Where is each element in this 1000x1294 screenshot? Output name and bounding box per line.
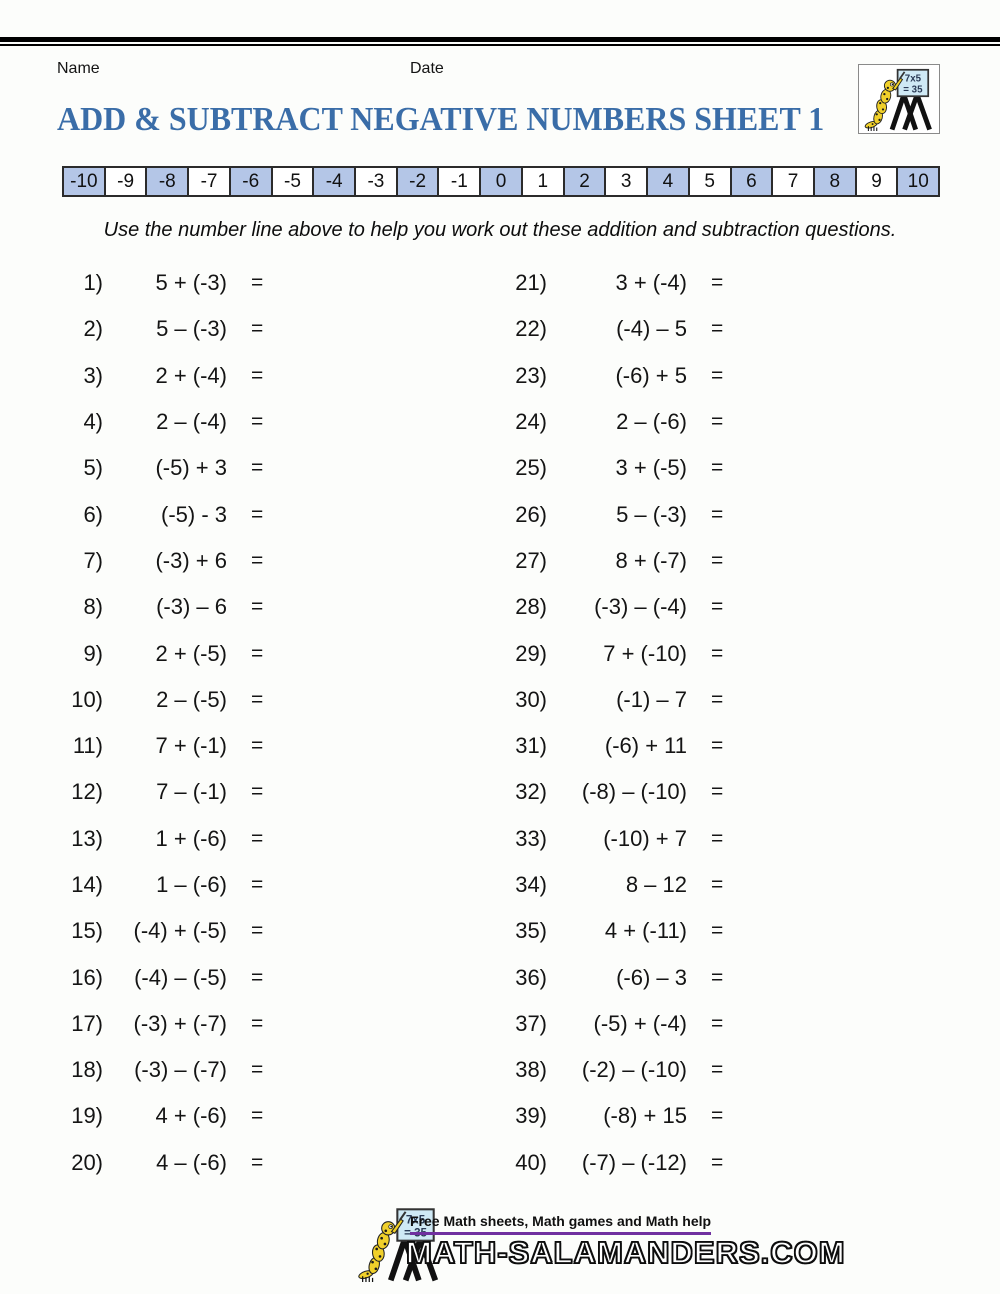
equals-sign: = <box>251 1011 264 1035</box>
problem-number: 20) <box>71 1149 103 1175</box>
problem-expression: (-3) + (-7) <box>133 1010 227 1036</box>
number-line-cell: -5 <box>271 166 315 197</box>
number-line-cell: -9 <box>104 166 148 197</box>
equals-sign: = <box>711 502 724 526</box>
problem-expression: (-7) – (-12) <box>581 1149 687 1175</box>
equals-sign: = <box>251 919 264 943</box>
date-label: Date <box>410 60 444 77</box>
problem-expression: (-8) – (-10) <box>581 779 687 805</box>
problem-expression: 3 + (-5) <box>615 455 687 481</box>
problem-expression: 2 – (-5) <box>156 686 227 712</box>
salamander-logo-box <box>858 64 940 134</box>
problem-row <box>48 723 277 769</box>
number-line-cell: 8 <box>813 166 857 197</box>
problem-number: 38) <box>515 1057 547 1083</box>
problem-number: 22) <box>515 316 547 342</box>
problem-row <box>48 816 277 862</box>
problem-expression: 5 – (-3) <box>616 501 687 527</box>
problem-number: 15) <box>71 918 103 944</box>
number-line-cell: 10 <box>896 166 940 197</box>
problem-number: 4) <box>83 409 103 435</box>
problem-row <box>48 1047 277 1093</box>
equals-sign: = <box>711 965 724 989</box>
equals-sign: = <box>711 548 724 572</box>
problem-expression: 4 – (-6) <box>156 1149 227 1175</box>
number-line-cell: -2 <box>396 166 440 197</box>
page-title: ADD & SUBTRACT NEGATIVE NUMBERS SHEET 1 <box>57 101 825 138</box>
problem-number: 1) <box>83 270 103 296</box>
equals-sign: = <box>251 687 264 711</box>
equals-sign: = <box>251 271 264 295</box>
footer-tagline: Free Math sheets, Math games and Math help <box>410 1213 711 1235</box>
problem-row <box>492 630 737 676</box>
equals-sign: = <box>711 410 724 434</box>
equals-sign: = <box>251 873 264 896</box>
problem-row <box>492 260 737 306</box>
number-line-cell: 9 <box>855 166 899 197</box>
problem-expression: (-5) + 3 <box>155 455 227 481</box>
problem-number: 8) <box>83 594 103 620</box>
equals-sign: = <box>711 363 724 387</box>
problem-number: 33) <box>515 825 547 851</box>
number-line-cell: 3 <box>604 166 648 197</box>
problem-row <box>492 399 737 445</box>
problem-expression: 4 + (-11) <box>604 918 687 944</box>
equals-sign: = <box>711 780 724 804</box>
problem-number: 31) <box>515 733 547 759</box>
problem-row <box>48 1001 277 1047</box>
problem-number: 32) <box>515 779 547 805</box>
problem-row <box>492 677 737 723</box>
problem-row <box>48 491 277 537</box>
problem-number: 39) <box>515 1103 547 1129</box>
problem-expression: 7 + (-1) <box>155 733 227 759</box>
problem-row <box>48 399 277 445</box>
equals-sign: = <box>711 687 724 711</box>
equals-sign: = <box>251 641 264 665</box>
number-line-cell: 0 <box>479 166 523 197</box>
problem-row <box>48 862 277 908</box>
problem-number: 36) <box>515 964 547 990</box>
number-line <box>62 166 940 197</box>
equals-sign: = <box>251 456 264 480</box>
problem-expression: (-4) – 5 <box>616 316 687 342</box>
problem-row <box>492 538 737 584</box>
problem-expression: (-1) – 7 <box>616 686 687 712</box>
problem-number: 27) <box>515 547 547 573</box>
equals-sign: = <box>251 410 264 434</box>
name-label: Name <box>57 60 100 77</box>
problem-number: 9) <box>83 640 103 666</box>
problem-row <box>48 1140 277 1186</box>
problem-expression: (-3) – 6 <box>156 594 227 620</box>
equals-sign: = <box>711 271 724 295</box>
problem-number: 34) <box>515 872 547 897</box>
problem-expression: 5 + (-3) <box>155 270 227 296</box>
problem-expression: (-8) + 15 <box>603 1103 687 1129</box>
problem-number: 3) <box>83 362 103 388</box>
footer-wordmark: MATH-SALAMANDERS.COM <box>406 1235 846 1270</box>
equals-sign: = <box>711 317 724 341</box>
problem-expression: (-5) - 3 <box>161 501 227 527</box>
problem-expression: (-3) – (-4) <box>594 594 687 620</box>
equals-sign: = <box>711 595 724 619</box>
salamander-easel-icon <box>862 67 936 131</box>
problem-row <box>48 445 277 491</box>
number-line-cell: 2 <box>563 166 607 197</box>
problem-expression: 2 + (-5) <box>155 640 227 666</box>
problem-row <box>492 445 737 491</box>
equals-sign: = <box>711 1104 724 1128</box>
equals-sign: = <box>251 317 264 341</box>
problem-number: 40) <box>515 1149 547 1175</box>
problem-expression: 1 – (-6) <box>156 872 227 897</box>
problem-expression: (-5) + (-4) <box>593 1010 687 1036</box>
problem-number: 24) <box>515 409 547 435</box>
problem-expression: (-4) – (-5) <box>134 964 227 990</box>
equals-sign: = <box>251 1058 264 1082</box>
problem-number: 17) <box>71 1010 103 1036</box>
problem-expression: 3 + (-4) <box>615 270 687 296</box>
equals-sign: = <box>711 734 724 758</box>
number-line-cell: 6 <box>730 166 774 197</box>
number-line-cell: 1 <box>521 166 565 197</box>
problem-row <box>48 630 277 676</box>
problem-row <box>492 723 737 769</box>
problem-expression: 8 + (-7) <box>615 547 687 573</box>
equals-sign: = <box>251 363 264 387</box>
equals-sign: = <box>251 780 264 804</box>
equals-sign: = <box>711 826 724 850</box>
problem-row <box>48 538 277 584</box>
problem-expression: (-10) + 7 <box>603 825 687 851</box>
number-line-cell: -7 <box>187 166 231 197</box>
number-line-cell: -4 <box>312 166 356 197</box>
problem-number: 12) <box>71 779 103 805</box>
problem-number: 25) <box>515 455 547 481</box>
problem-number: 30) <box>515 686 547 712</box>
problem-expression: (-6) – 3 <box>616 964 687 990</box>
problem-row <box>48 677 277 723</box>
equals-sign: = <box>251 734 264 758</box>
problem-row <box>492 862 737 908</box>
problem-number: 7) <box>83 547 103 573</box>
problem-expression: 8 – 12 <box>625 872 687 897</box>
problem-expression: 2 – (-4) <box>156 409 227 435</box>
problem-expression: (-3) + 6 <box>155 547 227 573</box>
problem-expression: (-4) + (-5) <box>133 918 227 944</box>
problem-row <box>48 908 277 954</box>
equals-sign: = <box>251 548 264 572</box>
problem-row <box>492 908 737 954</box>
problem-number: 13) <box>71 825 103 851</box>
number-line-cell: 7 <box>771 166 815 197</box>
problem-number: 14) <box>71 872 103 897</box>
number-line-cell: -1 <box>437 166 481 197</box>
problem-expression: 1 + (-6) <box>155 825 227 851</box>
problem-number: 21) <box>515 270 547 296</box>
number-line-cell: -10 <box>62 166 106 197</box>
number-line-cell: -3 <box>354 166 398 197</box>
problem-number: 37) <box>515 1010 547 1036</box>
equals-sign: = <box>251 826 264 850</box>
problem-expression: 7 + (-10) <box>603 640 687 666</box>
equals-sign: = <box>251 965 264 989</box>
problem-number: 23) <box>515 362 547 388</box>
problem-number: 2) <box>83 316 103 342</box>
problem-expression: (-2) – (-10) <box>581 1057 687 1083</box>
problem-expression: (-6) + 11 <box>604 733 687 759</box>
problem-expression: 7 – (-1) <box>156 779 227 805</box>
equals-sign: = <box>251 595 264 619</box>
equals-sign: = <box>711 1058 724 1082</box>
equals-sign: = <box>711 919 724 943</box>
equals-sign: = <box>711 456 724 480</box>
number-line-cell: 5 <box>688 166 732 197</box>
problem-number: 19) <box>71 1103 103 1129</box>
problem-row <box>492 816 737 862</box>
problem-row <box>492 1140 737 1186</box>
footer <box>356 1204 846 1294</box>
problem-row <box>492 306 737 352</box>
problem-number: 5) <box>83 455 103 481</box>
equals-sign: = <box>711 1150 724 1174</box>
equals-sign: = <box>251 502 264 526</box>
equals-sign: = <box>711 873 724 896</box>
problem-number: 6) <box>83 501 103 527</box>
problem-row <box>492 954 737 1000</box>
problem-row <box>48 306 277 352</box>
problem-number: 18) <box>71 1057 103 1083</box>
problem-row <box>48 260 277 306</box>
problem-row <box>492 353 737 399</box>
problem-row <box>492 1093 737 1139</box>
problem-expression: 2 + (-4) <box>155 362 227 388</box>
problems-column-left <box>48 260 277 1186</box>
problem-number: 10) <box>71 686 103 712</box>
footer-text-block <box>406 1204 846 1271</box>
problem-row <box>48 769 277 815</box>
problem-row <box>492 1047 737 1093</box>
top-border-rule <box>0 37 1000 48</box>
equals-sign: = <box>251 1104 264 1128</box>
problem-row <box>48 954 277 1000</box>
problem-number: 16) <box>71 964 103 990</box>
number-line-cell: -8 <box>145 166 189 197</box>
problem-number: 28) <box>515 594 547 620</box>
problem-number: 11) <box>72 733 103 759</box>
equals-sign: = <box>711 1011 724 1035</box>
problem-row <box>48 353 277 399</box>
problem-expression: (-6) + 5 <box>615 362 687 388</box>
problem-row <box>492 491 737 537</box>
equals-sign: = <box>251 1150 264 1174</box>
number-line-cell: 4 <box>646 166 690 197</box>
problem-expression: (-3) – (-7) <box>134 1057 227 1083</box>
number-line-cell: -6 <box>229 166 273 197</box>
problem-row <box>492 584 737 630</box>
equals-sign: = <box>711 641 724 665</box>
problem-expression: 2 – (-6) <box>616 409 687 435</box>
problem-row <box>492 769 737 815</box>
problem-expression: 4 + (-6) <box>155 1103 227 1129</box>
problem-row <box>48 1093 277 1139</box>
problem-number: 29) <box>515 640 547 666</box>
problem-row <box>492 1001 737 1047</box>
problem-number: 35) <box>515 918 547 944</box>
problem-expression: 5 – (-3) <box>156 316 227 342</box>
problem-number: 26) <box>515 501 547 527</box>
instruction-text: Use the number line above to help you work out these addition and subtraction questions. <box>103 219 897 241</box>
problem-row <box>48 584 277 630</box>
problems-column-right <box>492 260 737 1186</box>
